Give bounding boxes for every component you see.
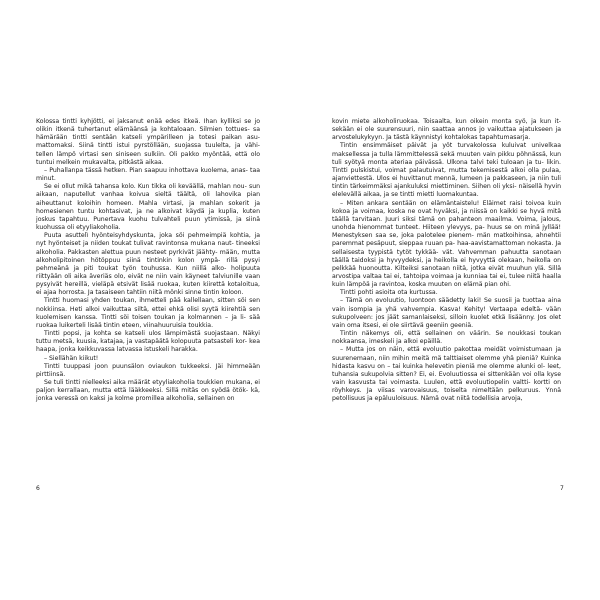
paragraph: – Puhallanpa tässä hetken. Pian saapuu inhottava kuolema, anas- taa minut. [36,166,260,183]
right-page [300,0,600,600]
paragraph: Tintti tuuppasi joon puunsälon oviaukon tukkeeksi. Jäi himmeään pirttiinsä. [36,362,260,378]
paragraph: kovin miete alkoholiruokaa. Toisaalta, kun oikein monta syö, ja kun it- sekään ei ole suurensuuri, niin saattaa annos jo vaikuttaa ajatukseen ja arvostelukykyyn. Ja tästä käynnistyi kohtalokas tapahtumasarja. [332,118,561,142]
paragraph: Tintti huomasi yhden toukan, ihmetteli pää kallellaan, sitten söi sen nokkiinsa. Heti alkoi vaikuttaa siltä, ettei ehkä olisi syytä kiirehtiä sen kuolemisen kanssa. Tintti söi toisen toukan ja kolmannen – ja li- sää ruokaa luikerteli lisää tintin eteen, viinahuuruisia toukkia. [36,297,260,329]
paragraph: Tintin ensimmäiset päivät ja yöt turvakolossa kuluivat univelkaa maksellessa ja tulla lämmittelessä sekä muuten vain pikku pöhnässä, kun tuli syötyä monta ateriaa päivässä. Ulkona talvi teki tuloaan ja tu- likin. Tintti pulskistui, voimat palautuivat, mutta tekemisestä alkoi olla pulaa, ajanviettestä. Ulos ei huvittanut mennä, lumeen ja pakkaseen, ja niin tuli tintin tärkeimmäksi ajankuluksi miettiminen. Siihen oli yksi- näisellä hyvin elelevällä aikaa, ja se tintti mietti luomakuntaa. [332,142,561,199]
page-number-left: 6 [36,485,40,492]
paragraph: Tintti pohti asioita ota kurtussa. [340,289,438,297]
paragraph: – Mutta jos on näin, että evoluutio pakottaa meidät voimistumaan ja suurenemaan, niin mihin meitä mä talttiaiset olemme yhä pieniä? Kuinka hidasta kasvu on – tai kuinka helevetin pieniä me olemme alunki ol- leet, tuhansia sukupolvia sitten? Ei, ei. Evoluutiossa ei sittenkään voi olla kyse vain kasvusta tai voimasta. Luulen, että evoluutiopelin valtti- kortti on röyhkeys. Ja viisas varovaisuus, toiselta nimeltään pelkuruus. Ynnä petollisuus ja epäluuloisuus. Nämä ovat niitä todellisia arvoja, [332,346,561,403]
left-page-text [36,118,260,403]
paragraph: Kolossa tintti kyhjötti, ei jaksanut enää edes itkeä. Ihan kylliksi se jo olikin itkenä tuhertanut elämäänsä ja kohtaloaan. Silmien tottues- sa hämärään tintti sentään katseli ympärilleen ja totesi paikan asu- mattomaksi. Siinä tintti istui pyrstöllään, suojassa tuulelta, ja vähi- tellen lämpö virtasi sen siniseen sulkiin. Oli pakko myöntää, että olo tuntui melkein mukavalta, pitkästä aikaa. [36,118,260,166]
paragraph: – Tämä on evoluutio, luontoon säädetty laki! Se suosii ja tuottaa aina vain isompia ja yhä vahvempia. Kasva! Kehity! Vertaapa edeltä- vään sukupolveen: jos jäät samanlaiseksi, silloin kuolet etkä lisäänny. Jos olet vain oma itsesi, ei ole siirtävä geeniin geeniä. [332,297,561,329]
paragraph: Puuta asuttelì hyönteisyhdyskunta, joka söi pehmeimpiä kohtia, ja nyt hyönteiset ja niiden toukat tulivat ravintonsa mukana naut- tineeksi alkoholia. Pakkasten alettua puun nesteet pyrkivät jäähty- mään, mutta alkoholipitoinen hötöppuu siinä tintinkin kolon ympä- rillä pysyi pehmeänä ja piti toukat työn touhussa. Kun niillä alko- holipuuta riittyään oli aika äveriäs olo, eivät ne niin vain käyneet talviunille vaan pysyivät hereillä, vieläpä etsivät lisää ruokaa, kuten kiirettä kotaloitua, ei ajaa horrosta. Ja tasaiseen tahtiin niitä mönki sinne tintin koloon. [36,232,260,297]
right-page-text [332,118,561,403]
paragraph: Tintti popsi, ja kohta se katseli ulos lämpimästä suojastaan. Näkyi tuttu metsä, kuusia, katajaa, ja vastapäätä kolopuuta patsasteli kor- kea haapa, jonka keikkuvassa latvassa istuskeli harakka. [36,330,260,354]
paragraph: – Miten ankara sentään on elämäntaistelu! Eläimet raisi toivoa kuin kokoa ja voimaa, koska ne ovat hyväksi, ja niissä on kaikki se hyvä mitä täällä tarvitaan. Juuri siksi tämä on pahanteon maailma. Voima, jalous, unohda hienommat tunteet. Hiiteen ylevyys, pa- huus se on minä jyllää! Menestyksen saa se, joka paloteleе pienem- män matkoihinsa, ahnehtii paremmat pesäpuut, sieppaa ruuan pa- haa-aavistamattoman nokasta. Ja sellaisesta tyypistä tytöt tykkää- vät. Vahvemman pahuutta sanotaan täällä taidoksi ja hyvyydeksi, ja heikolla ei hyvyyttä olekaan, heikolla on pelkkää huonoutta. Kilteiksi sanotaan niitä, jotka eivät muuhun ylä. Sillä arvostipa valtaa tai ei, tahtoipa voimaa ja kunniaa tai ei, tulee niitä haalla kuin lämpöä ja ravintoa, koska muuten on elämä pian ohi. [332,199,561,289]
paragraph: Tintin näkemys oli, että sellainen on väärin. Se noukkasi toukan nokkaansa, imeskeli ja alkoi epäillä. [332,330,561,346]
page-number-right: 7 [560,485,564,492]
paragraph: Se ei ollut mikä tahansa kolo. Kun tikka oli keväällä, mahlan nou- sun aikaan, naputellut vanhaa koivua sieltä täältä, oli lahovika pian aiheuttanut koloihin homeen. Mahla virtasi, ja mahlan sokerit ja homesienen tuntu kohtasivat, ja ne alkoivat käydä ja kuplia, kuten joskus tapahtuu. Punertava kuohu tulvahteli puun ytimissä, ja siinä kuohussa oli etyyliakoholia. [36,183,260,232]
paragraph: – Siellähän kiikut! [44,354,99,362]
paragraph: Se tuli tintti nielleeksi aika määrät etyyliakoholia toukkien mukana, ei paljon kerrallaan, mutta että lääkkeeksi. Sillä mitäs on syödä ötök- kä, jonka veressä on kaksi ja kolme promillea alkoholia, sellainen on [36,379,260,403]
